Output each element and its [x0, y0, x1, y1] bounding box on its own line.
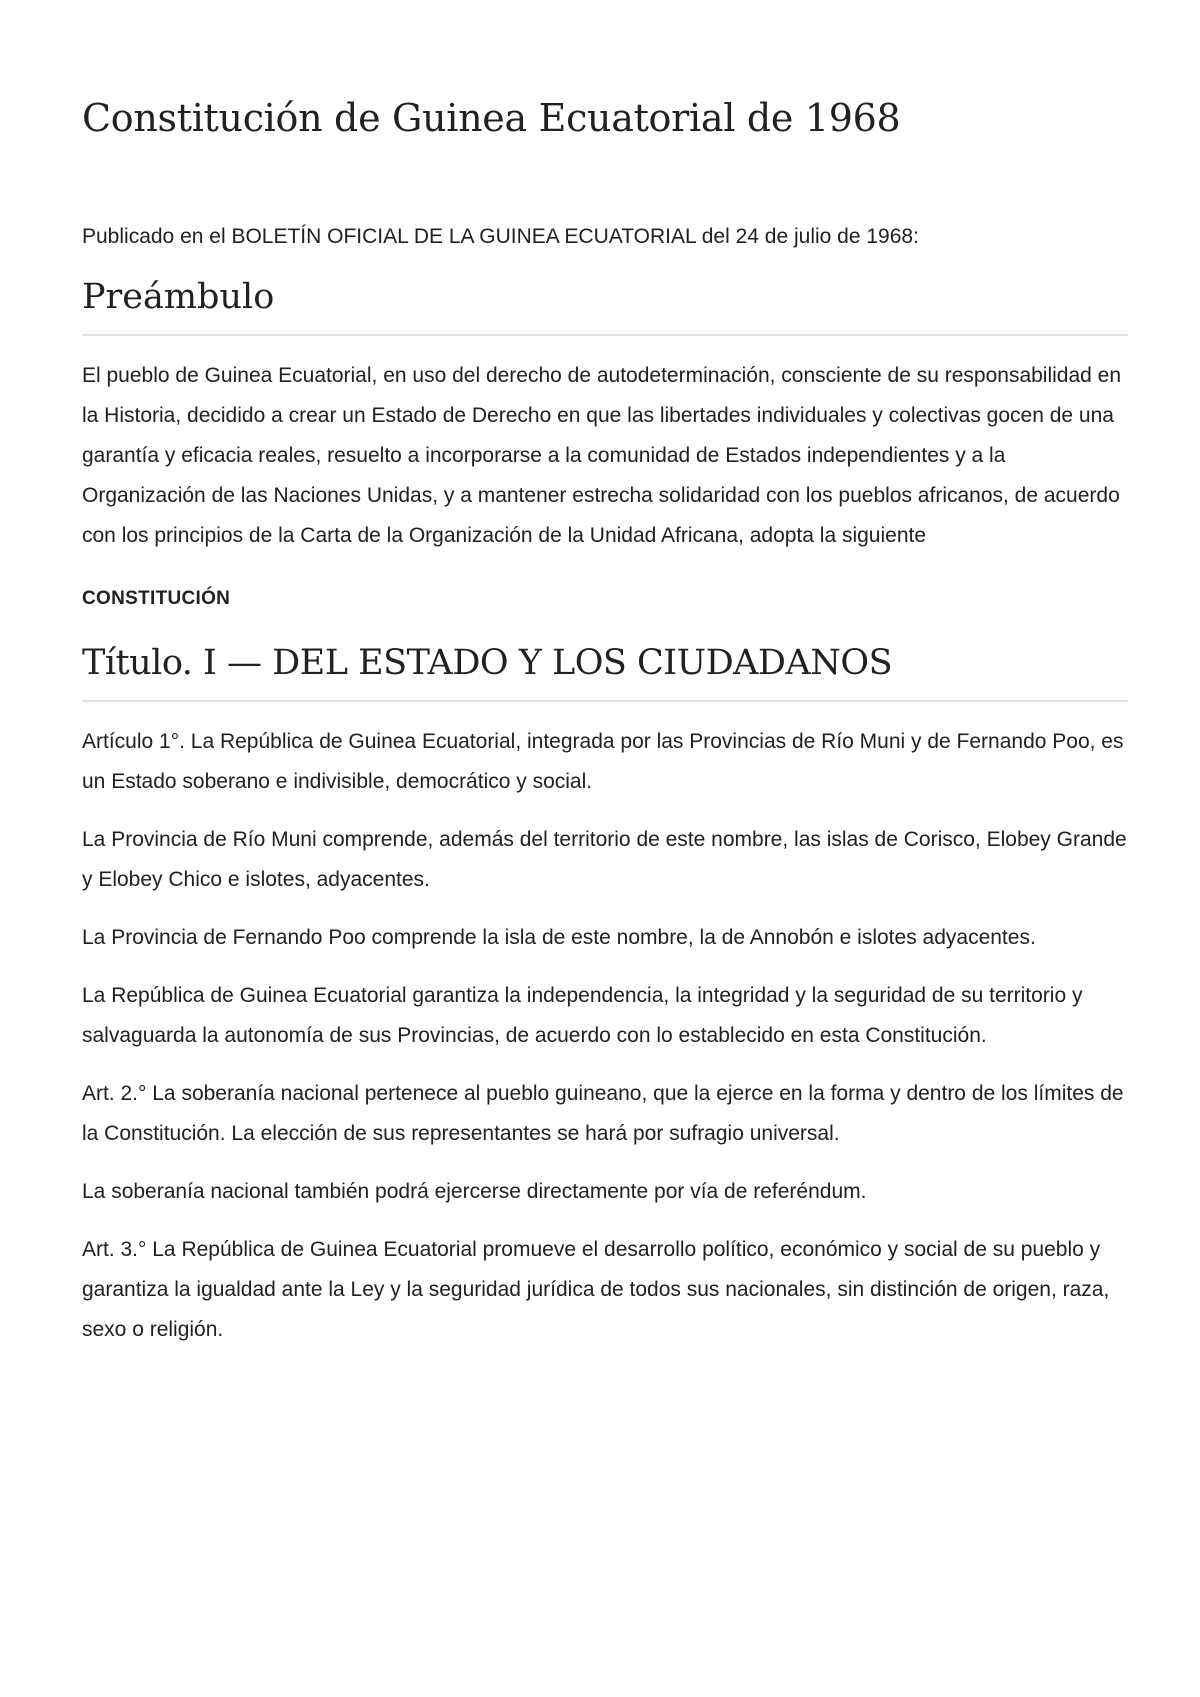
independence-paragraph: La República de Guinea Ecuatorial garantiza la independencia, la integridad y la seguridad de su territorio y salvaguarda la autonomía de sus Provincias, de acuerdo con lo establecido en esta Constitución.	[82, 984, 1083, 1047]
rio-muni-paragraph: La Provincia de Río Muni comprende, además del territorio de este nombre, las islas de Corisco, Elobey Grande y Elobey Chico e islotes, adyacentes.	[82, 828, 1127, 891]
title-one-heading: Título. I — DEL ESTADO Y LOS CIUDADANOS	[82, 640, 1128, 702]
article-1-paragraph: Artículo 1°. La República de Guinea Ecuatorial, integrada por las Provincias de Río Muni y de Fernando Poo, es un Estado soberano e indivisible, democrático y social.	[82, 730, 1124, 793]
article-2-paragraph: Art. 2.° La soberanía nacional pertenece al pueblo guineano, que la ejerce en la forma y dentro de los límites de la Constitución. La elección de sus representantes se hará por sufragio universal.	[82, 1082, 1124, 1145]
preamble-heading: Preámbulo	[82, 274, 1128, 336]
publication-line: Publicado en el BOLETÍN OFICIAL DE LA GUINEA ECUATORIAL del 24 de julio de 1968:	[82, 225, 919, 248]
document-title: Constitución de Guinea Ecuatorial de 1968	[82, 96, 901, 140]
constitution-label: CONSTITUCIÓN	[82, 588, 231, 609]
fernando-poo-paragraph: La Provincia de Fernando Poo comprende la isla de este nombre, la de Annobón e islotes adyacentes.	[82, 926, 1036, 949]
referendum-paragraph: La soberanía nacional también podrá ejercerse directamente por vía de referéndum.	[82, 1180, 867, 1203]
article-3-paragraph: Art. 3.° La República de Guinea Ecuatorial promueve el desarrollo político, económico y social de su pueblo y garantiza la igualdad ante la Ley y la seguridad jurídica de todos sus nacionales, sin distinción de origen, raza, sexo o religión.	[82, 1238, 1110, 1341]
preamble-text: El pueblo de Guinea Ecuatorial, en uso del derecho de autodeterminación, consciente de su responsabilidad en la Historia, decidido a crear un Estado de Derecho en que las libertades individuales y colectivas gocen de una garantía y eficacia reales, resuelto a incorporarse a la comunidad de Estados independientes y a la Organización de las Naciones Unidas, y a mantener estrecha solidaridad con los pueblos africanos, de acuerdo con los principios de la Carta de la Organización de la Unidad Africana, adopta la siguiente	[82, 364, 1122, 547]
